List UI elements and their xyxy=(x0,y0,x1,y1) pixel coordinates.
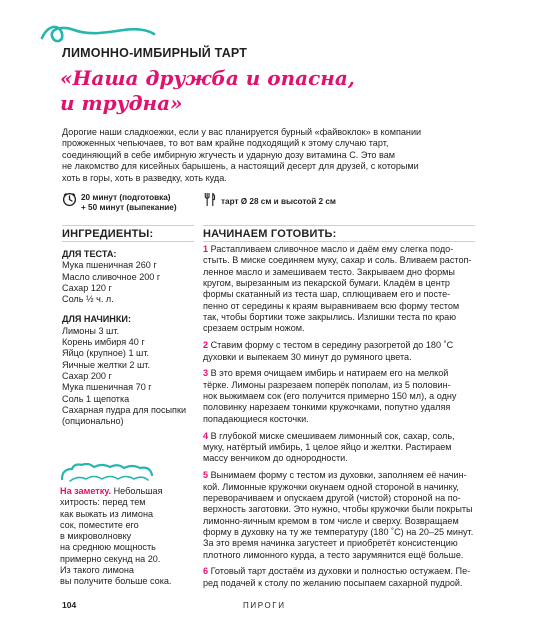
step-number: 2 xyxy=(203,340,209,351)
ingredients-rule-top xyxy=(62,225,194,226)
step xyxy=(203,431,503,465)
note-line: сок, поместите его xyxy=(60,519,139,530)
tart-size: тарт Ø 28 см и высотой 2 см xyxy=(221,197,336,206)
ingredient-item: (опционально) xyxy=(62,416,124,427)
ingredient-item: Яйцо (крупное) 1 шт. xyxy=(62,348,150,359)
ingredient-item: Лимоны 3 шт. xyxy=(62,325,120,336)
step-line: тёрке. Лимоны разрезаем поперёк пополам, из 5 половин- xyxy=(203,379,451,390)
intro-line: хоть в горы, хоть в разведку, хоть куда. xyxy=(62,172,227,183)
step-line: стыть. В миске соединяем муку, сахар и соль. Вливаем растоп- xyxy=(203,255,472,266)
ingredient-item: Мука пшеничная 260 г xyxy=(62,260,157,271)
step xyxy=(203,566,503,589)
intro-paragraph xyxy=(62,127,482,184)
step-line: так, чтобы бортики тоже закрылись. Излишки теста по краю xyxy=(203,312,457,323)
intro-line: соединяющий в себе имбирную жгучесть и ударную дозу витамина С. Это вам xyxy=(62,149,396,160)
step-line: В глубокой миске смешиваем лимонный сок, сахар, соль, xyxy=(210,430,455,441)
step-line: пенно от середины к краям выравниваем всю форму тестом xyxy=(203,300,460,311)
step-line: кругом, вырезанным из пекарской бумаги. Кладём в центр xyxy=(203,278,450,289)
step-line: форму в духовку на ту же температуру (180 ˚С) на 20–25 минут. xyxy=(203,526,474,537)
step-number: 6 xyxy=(203,566,209,577)
step-line: За это время начинка загустеет и приобретёт консистенцию xyxy=(203,538,458,549)
note-line: Небольшая xyxy=(111,486,163,496)
step xyxy=(203,470,503,561)
step-line: кой. Лимонные кружочки окунаем одной стороной в начинку, xyxy=(203,481,459,492)
note-line: Из такого лимона xyxy=(60,565,134,576)
step-line: Готовый тарт достаём из духовки и полностью остужаем. Пе- xyxy=(210,566,471,577)
ingredient-item: Сахарная пудра для посыпки xyxy=(62,404,187,415)
title-line: и трудна» xyxy=(60,91,183,115)
fork-knife-icon xyxy=(202,192,217,207)
decorative-swirl xyxy=(38,18,158,48)
step-number: 4 xyxy=(203,430,209,441)
section-name: ПИРОГИ xyxy=(243,601,286,610)
ingredient-item: Мука пшеничная 70 г xyxy=(62,382,152,393)
ingredient-item: Корень имбиря 40 г xyxy=(62,337,145,348)
step-line: нок выжимаем сок (его получится примерно 150 мл), а одну xyxy=(203,391,457,402)
step xyxy=(203,244,503,335)
ingredients-heading: ИНГРЕДИЕНТЫ: xyxy=(62,228,154,240)
ingredient-item: Масло сливочное 200 г xyxy=(62,271,161,282)
step-line: духовки и выпекаем 30 минут до румяного цвета. xyxy=(203,351,412,362)
note-line: хитрость: перед тем xyxy=(60,497,146,508)
step-line: верхность заготовки. Это нужно, чтобы кружочки были покрыты xyxy=(203,504,473,515)
ingredient-item: Сахар 120 г xyxy=(62,282,112,293)
title-line: «Наша дружба и опасна, xyxy=(60,66,355,90)
step-number: 5 xyxy=(203,470,209,481)
note-line: как выжать из лимона xyxy=(60,508,154,519)
step-number: 1 xyxy=(203,244,209,254)
steps-rule-bottom xyxy=(203,241,475,242)
steps-heading: НАЧИНАЕМ ГОТОВИТЬ: xyxy=(203,228,337,240)
step-line: В это время очищаем имбирь и натираем его на мелкой xyxy=(210,368,449,379)
ingredients-rule-bottom xyxy=(62,241,194,242)
step-line: ред подачей к столу по желанию посыпаем сахарной пудрой. xyxy=(203,577,463,588)
step-line: попадающиеся косточки. xyxy=(203,413,309,424)
ingredient-item: Сахар 200 г xyxy=(62,370,112,381)
intro-line: не лакомство для кисейных барышень, а настоящий десерт для друзей, с которыми xyxy=(62,161,419,172)
step-line: Ставим форму с тестом в середину разогретой до 180 ˚С xyxy=(210,340,454,351)
step-line: лимонно-яичным кремом в том числе и сверху. Возвращаем xyxy=(203,515,459,526)
recipe-title xyxy=(60,66,355,116)
intro-line: Дорогие наши сладкоежки, если у вас планируется бурный «файвоклок» в компании xyxy=(62,127,422,137)
recipe-kicker: ЛИМОННО-ИМБИРНЫЙ ТАРТ xyxy=(62,46,248,60)
page-number: 104 xyxy=(62,600,77,610)
step xyxy=(203,368,503,425)
step-line: ленное масло и замешиваем тесто. Закрываем дно формы xyxy=(203,266,455,277)
bake-time: + 50 минут (выпекание) xyxy=(81,203,177,212)
step-line: муку, натёртый имбирь, 1 целое яйцо и желтки. Растираем xyxy=(203,442,452,452)
step-line: переворачиваем и опускаем другой (чистой) стороной на по- xyxy=(203,492,461,503)
ingredients-list xyxy=(62,245,202,427)
steps-rule-top xyxy=(203,225,475,226)
ingredient-item: Яичные желтки 2 шт. xyxy=(62,359,150,370)
step-line: Вынимаем форму с тестом из духовки, заполняем её начин- xyxy=(210,470,467,481)
note-line: в микроволновку xyxy=(60,531,132,542)
step-line: срезаем острым ножом. xyxy=(203,323,305,334)
ingredient-item: Соль ½ ч. л. xyxy=(62,294,114,305)
prep-time: 20 минут (подготовка) xyxy=(81,193,171,202)
ingredient-item: Соль 1 щепотка xyxy=(62,393,130,404)
dough-group-title: ДЛЯ ТЕСТА: xyxy=(62,249,117,259)
filling-group-title: ДЛЯ НАЧИНКИ: xyxy=(62,314,131,325)
step-line: половинку нарезаем тонкими кружочками, попутно удаляя xyxy=(203,402,451,413)
steps-list xyxy=(203,244,503,595)
note-line: вы получите больше сока. xyxy=(60,576,172,587)
clock-icon xyxy=(62,192,77,207)
time-meta xyxy=(81,193,177,213)
intro-line: прожженных чепьючаев, то вот вам крайне подходящий к этому случаю тарт, xyxy=(62,138,389,149)
note-line: на среднюю мощность xyxy=(60,542,156,553)
step-line: формы скатанный из теста шар, сплющиваем его и посте- xyxy=(203,289,451,300)
step-line: Растапливаем сливочное масло и даём ему слегка подо- xyxy=(210,244,454,254)
note-lead: На заметку. xyxy=(60,486,112,496)
note-line: примерно секунд на 20. xyxy=(60,553,161,564)
step-line: плотного лимонного курда, а тесто зарумянится ещё больше. xyxy=(203,549,464,560)
step-line: массу венчиком до однородности. xyxy=(203,453,348,464)
tip-note xyxy=(60,486,200,588)
note-decoration xyxy=(60,463,158,485)
step-number: 3 xyxy=(203,368,209,379)
step xyxy=(203,340,503,363)
